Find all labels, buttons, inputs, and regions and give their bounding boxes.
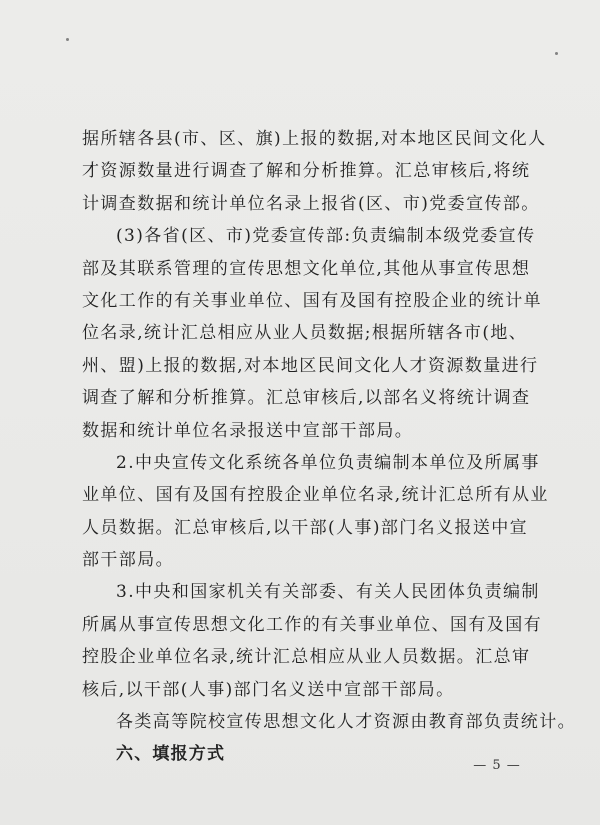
paragraph-line: 据所辖各县(市、区、旗)上报的数据,对本地区民间文化人	[82, 129, 547, 149]
paragraph-line: 部干部局。	[82, 550, 174, 571]
paragraph-line: 控股企业单位名录,统计汇总相应从业人员数据。汇总审	[82, 647, 531, 668]
paragraph-line: 业单位、国有及国有控股企业单位名录,统计汇总所有从业	[82, 485, 549, 506]
scan-speck	[555, 52, 558, 55]
scan-speck	[66, 38, 69, 41]
paragraph-line: 3.中央和国家机关有关部委、有关人民团体负责编制	[116, 582, 540, 603]
paragraph-line: 人员数据。汇总审核后,以干部(人事)部门名义报送中宣	[82, 517, 529, 538]
page-number: — 5 —	[473, 758, 521, 773]
paragraph-line: 数据和统计单位名录报送中宣部干部局。	[82, 420, 414, 441]
paragraph-line: 核后,以干部(人事)部门名义送中宣部干部局。	[82, 679, 455, 700]
paragraph-line: 位名录,统计汇总相应从业人员数据;根据所辖各市(地、	[82, 323, 528, 344]
paragraph-line: 所属从事宣传思想文化工作的有关事业单位、国有及国有	[82, 614, 542, 635]
paragraph-line: 各类高等院校宣传思想文化人才资源由教育部负责统计。	[116, 712, 576, 733]
paragraph-line: 州、盟)上报的数据,对本地区民间文化人才资源数量进行	[82, 355, 539, 376]
paragraph-line: 文化工作的有关事业单位、国有及国有控股企业的统计单	[82, 290, 542, 311]
paragraph-line: (3)各省(区、市)党委宣传部:负责编制本级党委宣传	[116, 226, 536, 247]
paragraph-line: 部及其联系管理的宣传思想文化单位,其他从事宣传思想	[82, 258, 531, 279]
paragraph-line: 调查了解和分析推算。汇总审核后,以部名义将统计调查	[82, 388, 531, 409]
paragraph-line: 2.中央宣传文化系统各单位负责编制本单位及所属事	[116, 452, 540, 473]
paragraph-line: 计调查数据和统计单位名录上报省(区、市)党委宣传部。	[82, 193, 540, 214]
paragraph-line: 才资源数量进行调查了解和分析推算。汇总审核后,将统	[82, 161, 531, 182]
section-heading: 六、填报方式	[116, 744, 226, 765]
body-text	[82, 123, 576, 771]
